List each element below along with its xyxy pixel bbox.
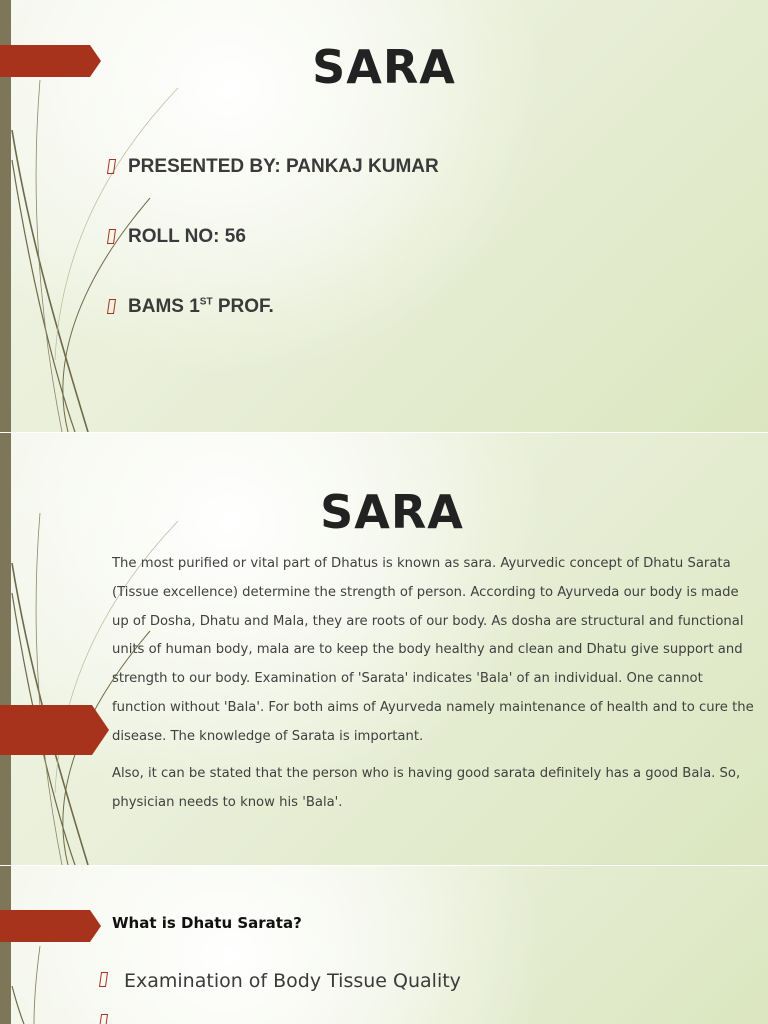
list-item-text: Examination of Body Tissue Quality: [124, 970, 461, 992]
course-text-before: BAMS 1: [128, 296, 200, 317]
bullet-icon: [100, 972, 107, 987]
slide-1: [0, 0, 768, 432]
bullet-icon: [108, 299, 115, 314]
presenter-info-list: [108, 156, 439, 366]
list-item: [100, 970, 461, 1012]
slide-subheading: What is Dhatu Sarata?: [112, 914, 302, 932]
slide-2: [0, 433, 768, 865]
presenter-text: PRESENTED BY: PANKAJ KUMAR: [128, 156, 439, 177]
roll-number-item: [108, 226, 439, 296]
slide-title: SARA: [320, 485, 464, 539]
list-item-partial: [100, 1012, 461, 1024]
sara-definition-paragraph: The most purified or vital part of Dhatus is known as sara. Ayurvedic concept of Dhatu Sarata (Tissue excellence) determine the strength of person. According to Ayurveda our body is made up of Dosha, Dhatu and Mala, they are roots of our body. As dosha are structural and functional units of human body, mala are to keep the body healthy and clean and Dhatu give support and strength to our body. Examination of 'Sarata' indicates 'Bala' of an individual. One cannot function without 'Bala'. For both aims of Ayurveda namely maintenance of health and to cure the disease. The knowledge of Sarata is important.: [112, 556, 754, 744]
slide-title: SARA: [312, 40, 456, 94]
subheading-accent-tab: [0, 910, 102, 942]
course-text-after: PROF.: [212, 296, 274, 317]
side-accent-tab: [0, 705, 110, 755]
roll-number-text: ROLL NO: 56: [128, 226, 246, 247]
bullet-icon: [100, 1014, 107, 1024]
course-superscript: ST: [199, 296, 213, 308]
bullet-icon: [108, 229, 115, 244]
slide-3: [0, 866, 768, 1024]
sara-bala-paragraph: Also, it can be stated that the person who is having good sarata definitely has a good Bala. So, physician needs to know his 'Bala'.: [112, 766, 741, 810]
course-item: [108, 296, 439, 366]
bullet-icon: [108, 159, 115, 174]
presenter-item: [108, 156, 439, 226]
dhatu-sarata-list: [100, 970, 461, 1024]
